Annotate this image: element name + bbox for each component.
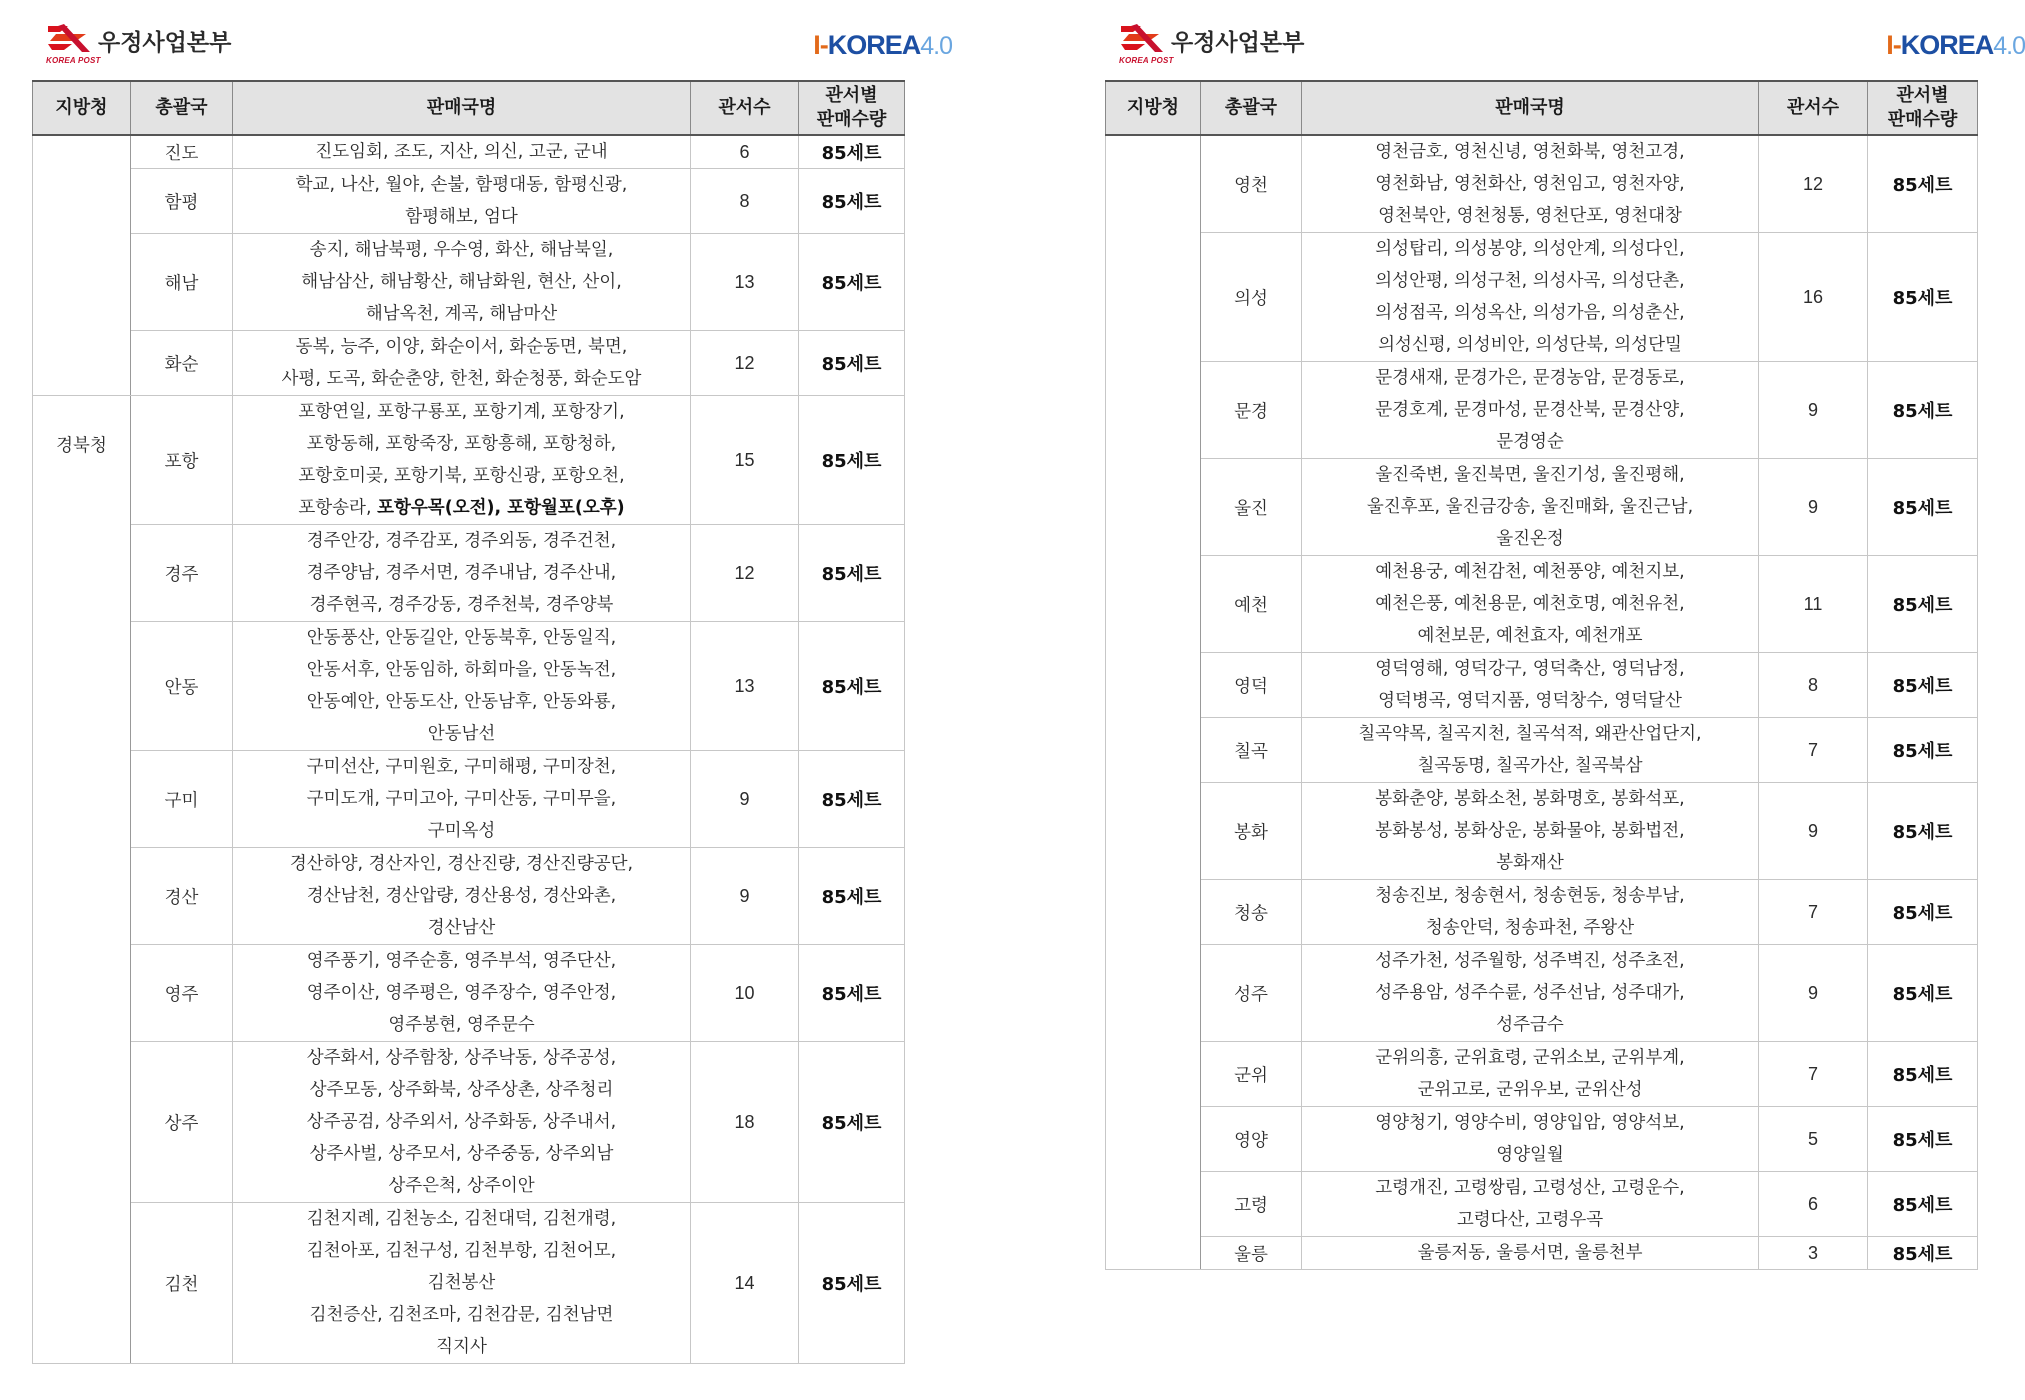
count-cell: 7 [1759,718,1868,783]
qty-cell: 85세트 [1868,233,1978,362]
qty-cell: 85세트 [1868,653,1978,718]
office-line: 학교, 나산, 월야, 손불, 함평대동, 함평신광, [295,175,628,195]
office-line: 포항호미곶, 포항기북, 포항신광, 포항오천, [298,466,625,486]
office-line: 의성안평, 의성구천, 의성사곡, 의성단촌, [1375,271,1685,291]
branch-cell: 고령 [1201,1172,1302,1237]
col-qty-line1: 관서별 [1896,85,1949,106]
ikorea-version: 4.0 [920,32,952,60]
count-cell: 9 [1759,362,1868,459]
ikorea-k: KOREA [1900,30,1994,60]
count-cell: 12 [1759,135,1868,233]
office-line: 경산하양, 경산자인, 경산진량, 경산진량공단, [289,854,634,874]
office-line: 의성탑리, 의성봉양, 의성안계, 의성다인, [1375,239,1685,259]
office-line: 울진죽변, 울진북면, 울진기성, 울진평해, [1375,465,1685,485]
count-cell: 6 [691,135,799,169]
offices-cell [1302,653,1759,718]
office-line: 청송진보, 청송현서, 청송현동, 청송부남, [1375,886,1685,906]
office-line: 봉화봉성, 봉화상운, 봉화물야, 봉화법전, [1375,821,1685,841]
table-row [33,234,905,331]
table-row [33,331,905,396]
korea-post-title: 우정사업본부 [98,30,232,56]
right-page [1105,0,2025,1400]
qty-cell: 85세트 [1868,362,1978,459]
count-cell: 9 [1759,459,1868,556]
qty-cell: 85세트 [799,234,905,331]
offices-cell [233,622,691,751]
page-header [32,0,952,80]
col-branch: 총괄국 [131,81,233,135]
ikorea-i: I- [813,30,828,60]
branch-cell: 군위 [1201,1042,1302,1107]
office-line: 포항송라, [298,498,378,518]
office-line: 구미도개, 구미고아, 구미산동, 구미무을, [306,789,617,809]
branch-cell: 울진 [1201,459,1302,556]
table-row [1106,1237,1978,1270]
count-cell: 9 [691,848,799,945]
qty-cell: 85세트 [1868,783,1978,880]
office-line: 포항동해, 포항죽장, 포항흥해, 포항청하, [306,434,617,454]
office-line: 청송안덕, 청송파천, 주왕산 [1425,918,1635,938]
office-line: 김천증산, 김천조마, 김천감문, 김천남면 [309,1305,614,1325]
office-line: 성주가천, 성주월항, 성주벽진, 성주초전, [1375,951,1685,971]
region-cell [1106,135,1201,1270]
offices-cell [233,751,691,848]
branch-cell: 영양 [1201,1107,1302,1172]
office-line: 동복, 능주, 이양, 화순이서, 화순동면, 북면, [295,337,628,357]
table-row [1106,880,1978,945]
offices-cell [1302,945,1759,1042]
table-row [33,945,905,1042]
count-cell: 5 [1759,1107,1868,1172]
table-row [1106,718,1978,783]
count-cell: 15 [691,396,799,525]
ikorea-k: KOREA [827,30,921,60]
table-row [33,525,905,622]
count-cell: 3 [1759,1237,1868,1270]
count-cell: 9 [1759,783,1868,880]
offices-cell [233,396,691,525]
offices-cell [233,525,691,622]
office-line: 봉화재산 [1496,853,1564,873]
korea-post-sub: KOREA POST [46,56,101,65]
branch-cell: 문경 [1201,362,1302,459]
office-line-bold: 포항우목(오전), 포항월포(오후) [377,498,625,518]
count-cell: 7 [1759,880,1868,945]
offices-cell [1302,718,1759,783]
branch-cell: 김천 [131,1203,233,1364]
branch-cell: 울릉 [1201,1237,1302,1270]
branch-cell: 경산 [131,848,233,945]
table-row [33,169,905,234]
col-qty [1868,81,1978,135]
col-count: 관서수 [691,81,799,135]
qty-cell: 85세트 [1868,718,1978,783]
table-row [33,396,905,525]
branch-cell: 영주 [131,945,233,1042]
table-row [1106,783,1978,880]
count-cell: 7 [1759,1042,1868,1107]
table-row [1106,459,1978,556]
qty-cell: 85세트 [1868,135,1978,233]
office-line: 울진온정 [1496,529,1564,549]
count-cell: 12 [691,331,799,396]
left-page [32,0,952,1400]
qty-cell: 85세트 [1868,880,1978,945]
ikorea-version: 4.0 [1993,32,2025,60]
office-line: 영주이산, 영주평은, 영주장수, 영주안정, [306,983,617,1003]
branch-cell: 상주 [131,1042,233,1203]
korea-post-sub: KOREA POST [1119,56,1174,65]
offices-cell [233,1203,691,1364]
qty-cell: 85세트 [799,751,905,848]
offices-cell [233,1042,691,1203]
region-cell-gyeongbuk: 경북청 [33,396,131,1364]
offices-cell [1302,1172,1759,1237]
offices-cell [233,169,691,234]
offices-cell [1302,233,1759,362]
branch-cell: 성주 [1201,945,1302,1042]
col-branch: 총괄국 [1201,81,1302,135]
table-row [33,622,905,751]
qty-cell: 85세트 [1868,459,1978,556]
office-line: 울진후포, 울진금강송, 울진매화, 울진근남, [1366,497,1694,517]
office-line: 칠곡동명, 칠곡가산, 칠곡북삼 [1417,756,1643,776]
qty-cell: 85세트 [1868,556,1978,653]
office-line: 울릉저동, 울릉서면, 울릉천부 [1417,1243,1643,1263]
count-cell: 10 [691,945,799,1042]
office-line: 김천지례, 김천농소, 김천대덕, 김천개령, [306,1209,617,1229]
office-line: 영천금호, 영천신녕, 영천화북, 영천고경, [1375,142,1685,162]
branch-cell: 진도 [131,135,233,169]
branch-cell: 영덕 [1201,653,1302,718]
table-row [1106,945,1978,1042]
qty-cell: 85세트 [799,396,905,525]
ikorea-logo [813,30,952,61]
table-row [33,1203,905,1364]
qty-cell: 85세트 [799,848,905,945]
office-line: 영주봉현, 영주문수 [388,1015,535,1035]
office-line: 상주은척, 상주이안 [388,1176,535,1196]
count-cell: 18 [691,1042,799,1203]
offices-cell [233,848,691,945]
office-line: 상주공검, 상주외서, 상주화동, 상주내서, [306,1112,617,1132]
ikorea-logo [1886,30,2025,61]
col-qty [799,81,905,135]
office-line: 예천용궁, 예천감천, 예천풍양, 예천지보, [1375,562,1685,582]
qty-cell: 85세트 [799,1203,905,1364]
office-line: 안동예안, 안동도산, 안동남후, 안동와룡, [306,692,617,712]
office-line: 구미선산, 구미원호, 구미해평, 구미장천, [306,757,617,777]
branch-cell: 영천 [1201,135,1302,233]
count-cell: 14 [691,1203,799,1364]
office-line: 예천보문, 예천효자, 예천개포 [1417,626,1643,646]
table-header-row [1106,81,1978,135]
offices-cell [1302,1042,1759,1107]
office-line: 성주용암, 성주수륜, 성주선남, 성주대가, [1375,983,1685,1003]
count-cell: 9 [691,751,799,848]
branch-cell: 함평 [131,169,233,234]
qty-cell: 85세트 [1868,1172,1978,1237]
qty-cell: 85세트 [1868,1042,1978,1107]
table-row [1106,556,1978,653]
office-line: 성주금수 [1496,1015,1564,1035]
office-line: 포항연일, 포항구룡포, 포항기계, 포항장기, [298,402,625,422]
office-line: 해남삼산, 해남황산, 해남화원, 현산, 산이, [301,272,622,292]
office-line: 영천화남, 영천화산, 영천임고, 영천자양, [1375,174,1685,194]
table-row [1106,653,1978,718]
office-line: 의성신평, 의성비안, 의성단북, 의성단밀 [1378,335,1682,355]
office-line: 상주화서, 상주함창, 상주낙동, 상주공성, [306,1048,617,1068]
branch-cell: 포항 [131,396,233,525]
office-line: 함평해보, 엄다 [405,207,518,227]
office-line: 문경호계, 문경마성, 문경산북, 문경산양, [1375,400,1685,420]
office-line: 예천은풍, 예천용문, 예천호명, 예천유천, [1375,594,1685,614]
office-line: 경주안강, 경주감포, 경주외동, 경주건천, [306,531,617,551]
branch-cell: 경주 [131,525,233,622]
office-line: 군위고로, 군위우보, 군위산성 [1417,1080,1643,1100]
office-line: 안동풍산, 안동길안, 안동북후, 안동일직, [306,628,617,648]
count-cell: 16 [1759,233,1868,362]
office-line: 고령다산, 고령우곡 [1456,1210,1604,1230]
qty-cell: 85세트 [799,622,905,751]
branch-cell: 청송 [1201,880,1302,945]
ikorea-i: I- [1886,30,1901,60]
count-cell: 9 [1759,945,1868,1042]
office-line: 영천북안, 영천청통, 영천단포, 영천대창 [1378,206,1682,226]
office-line: 경주양남, 경주서면, 경주내남, 경주산내, [306,563,617,583]
branch-cell: 해남 [131,234,233,331]
count-cell: 12 [691,525,799,622]
office-line: 영양일월 [1496,1145,1564,1165]
page-header [1105,0,2025,80]
office-line: 영덕병곡, 영덕지품, 영덕창수, 영덕달산 [1378,691,1682,711]
branch-cell: 구미 [131,751,233,848]
count-cell: 8 [691,169,799,234]
qty-cell: 85세트 [799,1042,905,1203]
count-cell: 8 [1759,653,1868,718]
qty-cell: 85세트 [1868,945,1978,1042]
office-line: 직지사 [436,1337,487,1357]
offices-cell [1302,783,1759,880]
offices-cell [1302,1107,1759,1172]
offices-cell [1302,362,1759,459]
offices-cell [233,945,691,1042]
korea-post-logo [46,22,236,70]
qty-cell: 85세트 [1868,1237,1978,1270]
office-line: 문경새재, 문경가은, 문경농암, 문경동로, [1375,368,1685,388]
office-line: 해남옥천, 계곡, 해남마산 [365,304,558,324]
office-line: 영주풍기, 영주순흥, 영주부석, 영주단산, [306,951,617,971]
sales-table-left [32,80,905,1364]
sales-table-right [1105,80,1978,1270]
table-header-row [33,81,905,135]
count-cell: 13 [691,622,799,751]
table-row [1106,1107,1978,1172]
offices-cell [233,135,691,169]
count-cell: 13 [691,234,799,331]
table-row [1106,1172,1978,1237]
office-line: 영양청기, 영양수비, 영양입암, 영양석보, [1375,1113,1685,1133]
korea-post-emblem-icon [46,22,92,56]
table-row [1106,362,1978,459]
office-line: 의성점곡, 의성옥산, 의성가음, 의성춘산, [1375,303,1685,323]
qty-cell: 85세트 [799,331,905,396]
table-row [33,751,905,848]
office-line: 김천아포, 김천구성, 김천부항, 김천어모, [306,1241,617,1261]
office-line: 칠곡약목, 칠곡지천, 칠곡석적, 왜관산업단지, [1358,724,1702,744]
offices-cell [1302,556,1759,653]
count-cell: 6 [1759,1172,1868,1237]
office-line: 송지, 해남북평, 우수영, 화산, 해남북일, [309,240,614,260]
table-row [33,1042,905,1203]
office-line: 사평, 도곡, 화순춘양, 한천, 화순청풍, 화순도암 [281,369,642,389]
office-line: 문경영순 [1496,432,1564,452]
col-qty-line1: 관서별 [825,85,878,106]
col-qty-line2: 판매수량 [816,109,887,130]
table-row [33,848,905,945]
branch-cell: 의성 [1201,233,1302,362]
qty-cell: 85세트 [1868,1107,1978,1172]
offices-cell [1302,1237,1759,1270]
branch-cell: 예천 [1201,556,1302,653]
col-region: 지방청 [33,81,131,135]
offices-cell [1302,459,1759,556]
office-line: 군위의흥, 군위효령, 군위소보, 군위부계, [1375,1048,1685,1068]
office-line: 봉화춘양, 봉화소천, 봉화명호, 봉화석포, [1375,789,1685,809]
qty-cell: 85세트 [799,945,905,1042]
office-line: 경산남산 [427,918,496,938]
qty-cell: 85세트 [799,135,905,169]
office-line: 안동서후, 안동임하, 하회마을, 안동녹전, [306,660,617,680]
office-line: 안동남선 [427,724,496,744]
offices-cell [233,331,691,396]
office-line: 구미옥성 [427,821,496,841]
table-row [1106,233,1978,362]
office-line: 김천봉산 [427,1273,496,1293]
office-line: 고령개진, 고령쌍림, 고령성산, 고령운수, [1375,1178,1685,1198]
col-count: 관서수 [1759,81,1868,135]
branch-cell: 화순 [131,331,233,396]
office-line: 경산남천, 경산압량, 경산용성, 경산와촌, [306,886,617,906]
col-region: 지방청 [1106,81,1201,135]
branch-cell: 봉화 [1201,783,1302,880]
col-offices: 판매국명 [233,81,691,135]
col-qty-line2: 판매수량 [1887,109,1958,130]
offices-cell [1302,880,1759,945]
branch-cell: 안동 [131,622,233,751]
branch-cell: 칠곡 [1201,718,1302,783]
qty-cell: 85세트 [799,169,905,234]
offices-cell [1302,135,1759,233]
office-line: 영덕영해, 영덕강구, 영덕축산, 영덕남정, [1375,659,1685,679]
office-line: 진도임회, 조도, 지산, 의신, 고군, 군내 [315,142,608,162]
korea-post-emblem-icon [1119,22,1165,56]
table-row [33,135,905,169]
office-line: 경주현곡, 경주강동, 경주천북, 경주양북 [309,595,614,615]
qty-cell: 85세트 [799,525,905,622]
korea-post-title: 우정사업본부 [1171,30,1305,56]
offices-cell [233,234,691,331]
korea-post-logo [1119,22,1309,70]
table-row [1106,1042,1978,1107]
col-offices: 판매국명 [1302,81,1759,135]
region-cell [33,135,131,396]
count-cell: 11 [1759,556,1868,653]
office-line: 상주모동, 상주화북, 상주상촌, 상주청리 [309,1080,614,1100]
table-row [1106,135,1978,233]
office-line: 상주사벌, 상주모서, 상주중동, 상주외남 [309,1144,614,1164]
